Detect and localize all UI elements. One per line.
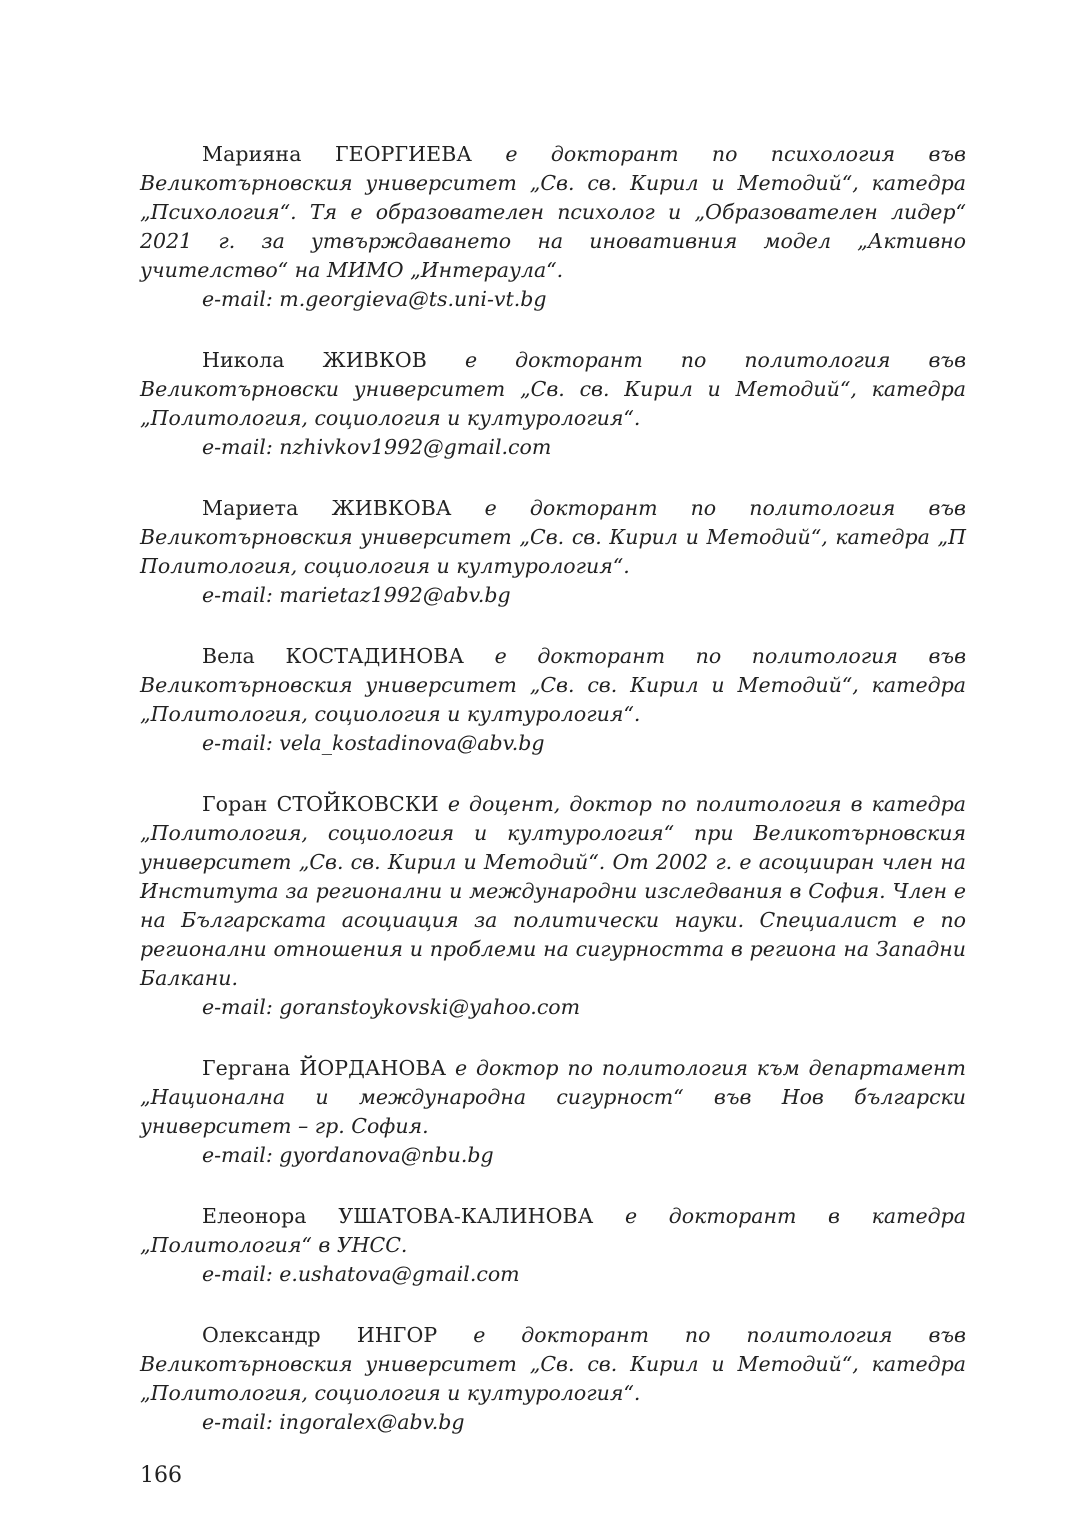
author-entry-ushatova-kalinova (140, 1202, 966, 1289)
author-entry-georgieva (140, 140, 966, 314)
author-name: Никола ЖИВКОВ (202, 348, 427, 372)
author-email: e-mail: ingoralex@abv.bg (202, 1410, 465, 1434)
author-bio-paragraph (140, 1054, 966, 1141)
author-bio: е доцент, доктор по политология в катедра „Политология, социология и културология“ при Великотърновския университет „Св. св. Кирил и Методий“. От 2002 г. е асоцииран член на Института за регионални и международни изследвания в София. Член е на Българската асоциация за политически науки. Специалист е по регионални отношения и проблеми на сигурността в региона на Западни Балкани. (140, 792, 967, 990)
author-email: e-mail: e.ushatova@gmail.com (202, 1262, 520, 1286)
author-entry-kostadinova (140, 642, 966, 758)
author-bio: е докторант по психология във Великотърновския университет „Св. св. Кирил и Методий“, катедра „Психология“. Тя е образователен психолог и „Образователен лидер“ 2021 г. за утвърждаването на иновативния модел „Активно учителство“ на МИМО „Интераула“. (140, 142, 966, 282)
author-bio-paragraph (140, 1202, 966, 1260)
page-number: 166 (140, 1463, 182, 1488)
author-entry-zhivkova (140, 494, 966, 610)
author-bio: е докторант по политология във Великотърновски университет „Св. св. Кирил и Методий“, катедра „Политология, социология и културология“. (140, 348, 966, 430)
author-email: e-mail: gyordanova@nbu.bg (202, 1143, 494, 1167)
author-bio: е докторант по политология във Великотърновския университет „Св. св. Кирил и Методий“, катедра „Политология, социология и културология“. (140, 1323, 966, 1405)
author-bio-paragraph (140, 790, 966, 993)
author-name: Олександр ИНГОР (202, 1323, 438, 1347)
author-bio-paragraph (140, 494, 966, 581)
author-email: e-mail: vela_kostadinova@abv.bg (202, 731, 545, 755)
author-bio: е докторант в катедра „Политология“ в УНСС. (140, 1204, 966, 1257)
author-entry-yordanova (140, 1054, 966, 1170)
author-email: e-mail: goranstoykovski@yahoo.com (202, 995, 581, 1019)
author-name: Мариета ЖИВКОВА (202, 496, 452, 520)
author-email: e-mail: m.georgieva@ts.uni-vt.bg (202, 287, 547, 311)
author-bio-paragraph (140, 1321, 966, 1408)
author-email: e-mail: nzhivkov1992@gmail.com (202, 435, 552, 459)
author-name: Гергана ЙОРДАНОВА (202, 1056, 447, 1080)
author-name: Горан СТОЙКОВСКИ (202, 792, 439, 816)
author-name: Елеонора УШАТОВА-КАЛИНОВА (202, 1204, 594, 1228)
author-bio: е докторант по политология във Великотърновския университет „Св. св. Кирил и Методий“, катедра „Политология, социология и културология“. (140, 644, 967, 726)
author-name: Марияна ГЕОРГИЕВА (202, 142, 473, 166)
author-name: Вела КОСТАДИНОВА (202, 644, 465, 668)
author-bio: е доктор по политология към департамент „Национална и международна сигурност“ във Нов български университет – гр. София. (140, 1056, 966, 1138)
author-bio-paragraph (140, 642, 966, 729)
author-entry-stoykovski (140, 790, 966, 1022)
author-bio-paragraph (140, 346, 966, 433)
author-entry-zhivkov (140, 346, 966, 462)
author-list (140, 140, 966, 1469)
author-entry-ingor (140, 1321, 966, 1437)
author-bio-paragraph (140, 140, 966, 285)
author-bio: е докторант по политология във Великотърновския университет „Св. св. Кирил и Методий“, катедра „П Политология, социология и културология“. (140, 496, 966, 578)
author-email: e-mail: marietaz1992@abv.bg (202, 583, 511, 607)
